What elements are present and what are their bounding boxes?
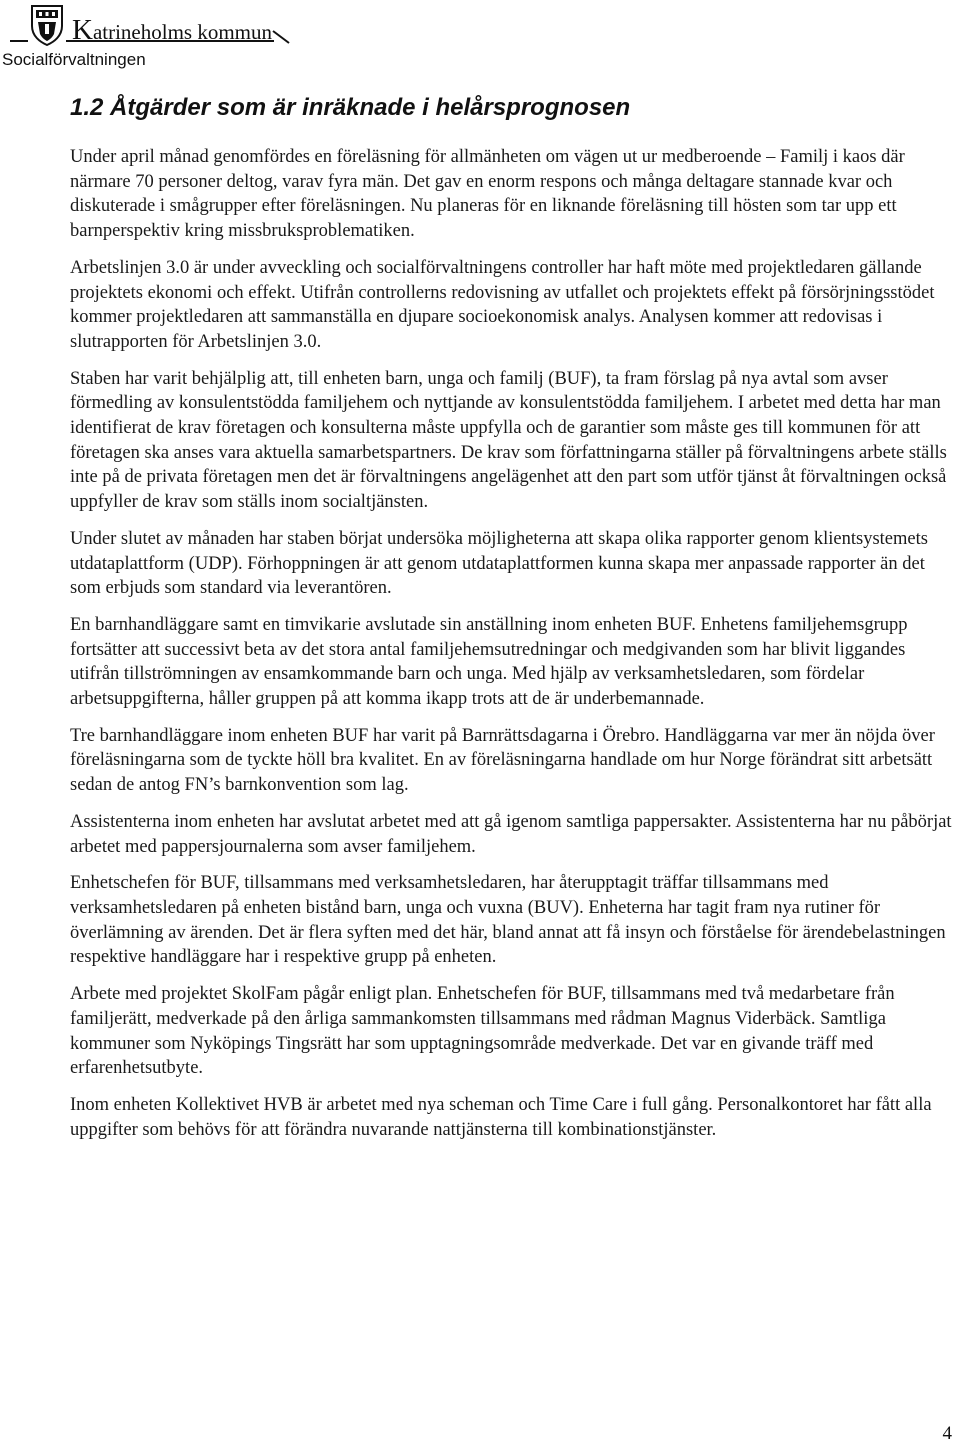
- paragraph: Inom enheten Kollektivet HVB är arbetet med nya scheman och Time Care i full gång. Personalkontoret har fått alla uppgifter som behövs för att förändra nuvarande nattjänsterna till kombinationstjänster.: [70, 1094, 932, 1140]
- paragraph: Under april månad genomfördes en föreläsning för allmänheten om vägen ut ur medberoende – Familj i kaos där närmare 70 personer deltog, varav fyra män. Det gav en enorm respons och många deltagare stannade kvar och diskuterade i smågrupper efter föreläsningen. Nu planeras för en liknande föreläsning till hösten som tar upp ett barnperspektiv kring missbruksproblematiken.: [70, 147, 905, 242]
- paragraph: Arbetslinjen 3.0 är under avveckling och socialförvaltningens controller har haft möte med projektledaren gällande projektets ekonomi och effekt. Utifrån controllerns redovisning av utfallet och projektets effekt på försörjningsstödet kommer projektledaren att sammanställa en djupare socioekonomisk analys. Analysen kommer att redovisas i slutrapporten för Arbetslinjen 3.0.: [70, 257, 935, 352]
- page-number: 4: [942, 1423, 952, 1444]
- municipal-crest-icon: [30, 4, 64, 46]
- municipality-name-rest: atrineholms kommun: [92, 20, 273, 44]
- paragraph: Staben har varit behjälplig att, till enheten barn, unga och familj (BUF), ta fram förslag på nya avtal som avser förmedling av konsulentstödda familjehem och nyttjande av konsulentstödda familjehem. I arbetet med detta har man identifierat de krav företagen och konsulterna måste uppfylla och de garantier som måste ges till kommunen för att företagen ska anses vara aktuella samarbetspartners. De krav som författningarna ställer på förvaltningens arbete ställs inte på de privata företagen men det är förvaltningens angelägenhet att den part som utför tjänst åt förvaltningen också uppfyller de krav som ställs inom socialtjänsten.: [70, 368, 947, 513]
- paragraph: Tre barnhandläggare inom enheten BUF har varit på Barnrättsdagarna i Örebro. Handläggarna var mer än nöjda över föreläsningarna som de tyckte höll bra kvalitet. En av föreläsningarna handlade om hur Norge förändrat sitt arbetsätt sedan de antog FN’s barnkonvention som lag.: [70, 725, 935, 796]
- municipality-name-initial: K: [72, 14, 93, 46]
- body-text: [70, 145, 952, 1154]
- header-slash-icon: [272, 30, 290, 44]
- department-name: Socialförvaltningen: [2, 50, 146, 69]
- section-heading: 1.2 Åtgärder som är inräknade i helårsprognosen: [70, 94, 631, 121]
- paragraph: En barnhandläggare samt en timvikarie avslutade sin anställning inom enheten BUF. Enhetens familjehemsgrupp fortsätter att successivt beta av det stora antal familjehemsutredningar och medgivanden som har blivit liggandes utifrån tillströmningen av ensamkommande barn och unga. Med hjälp av verksamhetsledaren, som fördelar arbetsuppgifterna, håller gruppen på att komma ikapp trots att de är underbemannade.: [70, 614, 908, 710]
- header-rule-left: [10, 40, 28, 42]
- paragraph: Enhetschefen för BUF, tillsammans med verksamhetsledaren, har återupptagit träffar tillsammans med verksamhetsledaren på enheten bistånd barn, unga och vuxna (BUV). Enheterna har tagit fram nya rutiner för överlämning av ärenden. Det är flera syften med det här, bland annat att få insyn och förståelse för ärendebelastningen respektive handläggare har i respektive grupp på enheten.: [70, 873, 946, 968]
- municipality-name: [72, 14, 272, 47]
- paragraph: Under slutet av månaden har staben börjat undersöka möjligheterna att skapa olika rapporter genom klientsystemets utdataplattform (UDP). Förhoppningen är att genom utdataplattformen kunna skapa mer anpassade rapporter än det som erbjuds som standard via leverantören.: [70, 528, 928, 599]
- document-header: [0, 0, 960, 80]
- paragraph: Assistenterna inom enheten har avslutat arbetet med att gå igenom samtliga pappersakter. Assistenterna har nu påbörjat arbetet med pappersjournalerna som avser familjehem.: [70, 811, 952, 857]
- paragraph: Arbete med projektet SkolFam pågår enligt plan. Enhetschefen för BUF, tillsammans med två medarbetare från familjerätt, medverkade på den årliga sammankomsten tillsammans med rådman Magnus Viderbäck. Samtliga kommuner som Nyköpings Tingsrätt har som upptagningsområde medverkade. Det var en givande träff med erfarenhetsutbyte.: [70, 984, 895, 1079]
